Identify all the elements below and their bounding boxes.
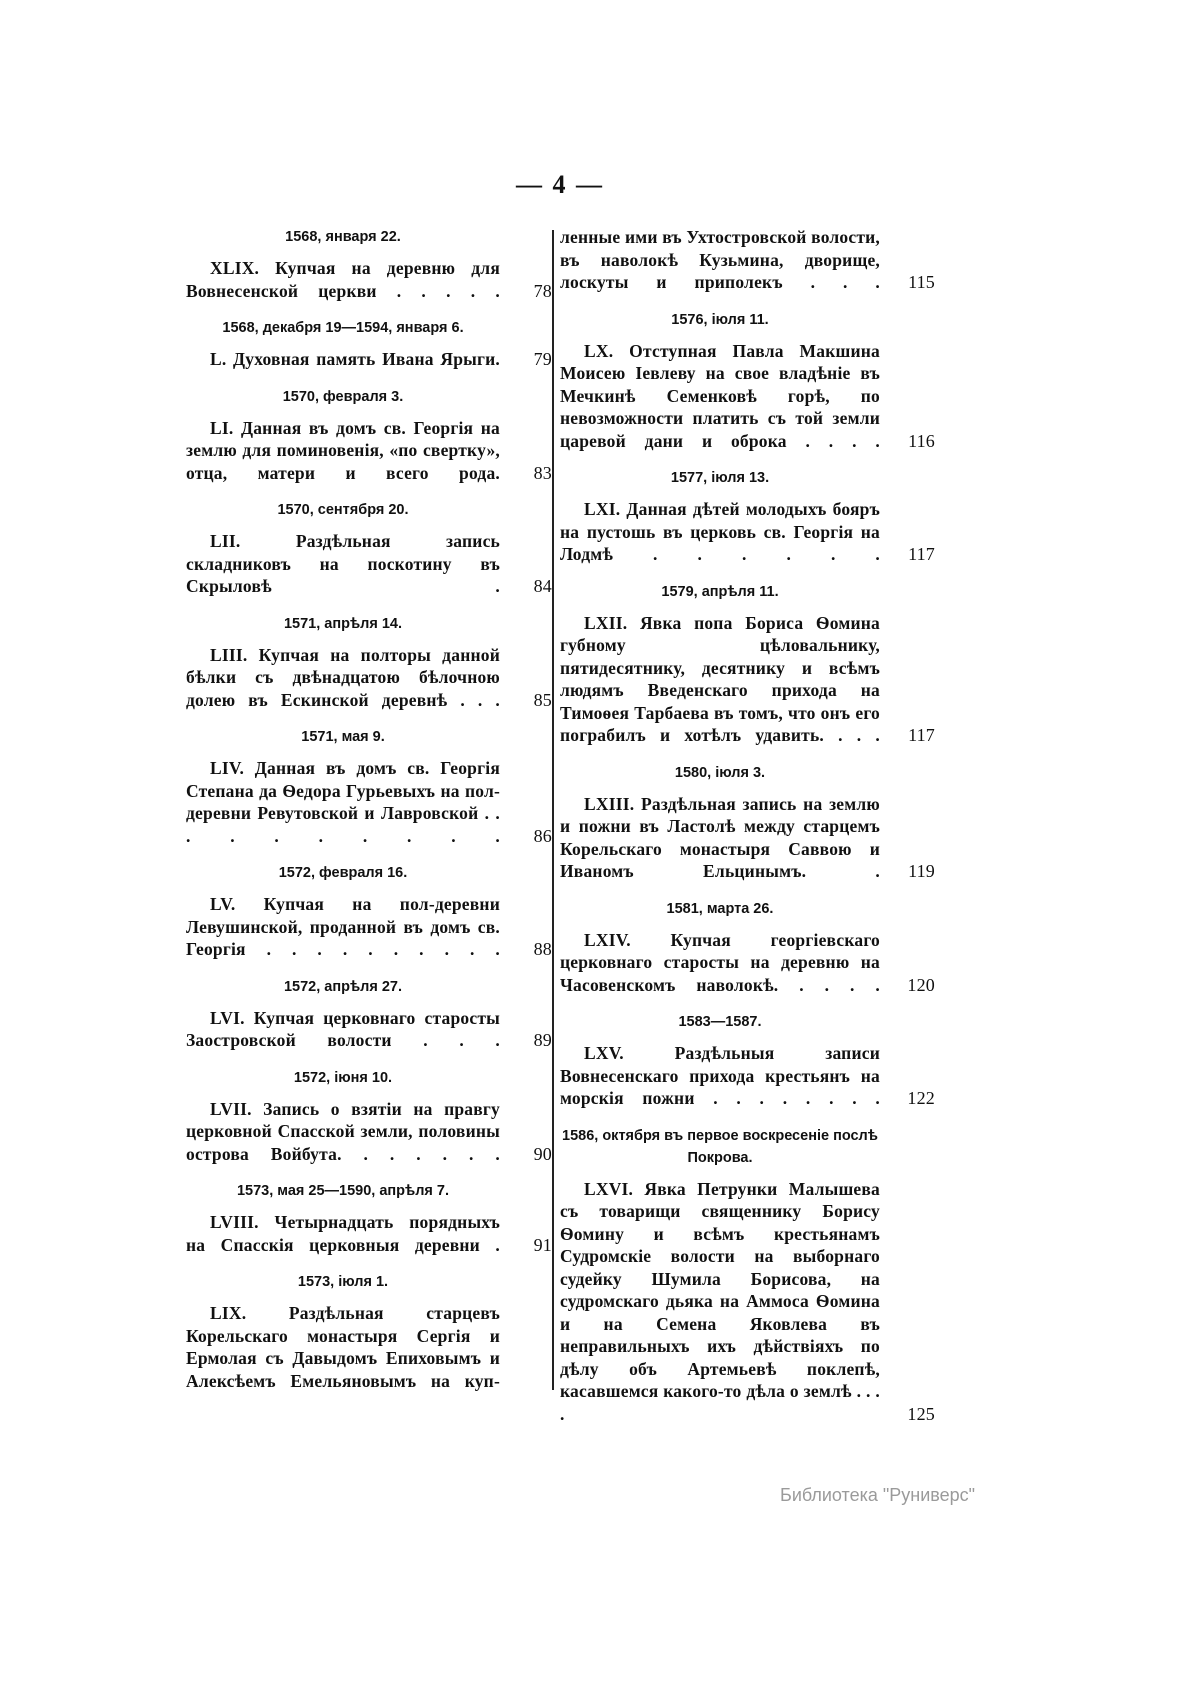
entry-page-number: 90 — [533, 1143, 552, 1164]
entry-title: LXIII. Раздѣльная запись на землю и пожни въ Ластолѣ между старцемъ Корельскаго монастыря Саввою и Иваномъ Ельцинымъ. . — [560, 793, 880, 881]
entry-date: 1580, іюля 3. — [674, 764, 766, 781]
toc-entry — [186, 417, 552, 485]
entry-page-number: 91 — [533, 1234, 552, 1255]
entry-date: 1581, марта 26. — [666, 900, 774, 917]
entry-page-number: 116 — [908, 430, 935, 451]
left-column — [186, 226, 552, 1392]
toc-entry — [560, 226, 935, 294]
entry-page-number: 79 — [533, 349, 552, 369]
entry-title: LVIII. Четырнадцать порядныхъ на Спасскія церковныя деревни . — [186, 1212, 500, 1255]
right-column — [560, 226, 935, 1425]
entry-date: 1572, февраля 16. — [278, 865, 408, 881]
column-divider — [552, 230, 554, 1390]
toc-entry — [560, 612, 935, 747]
entry-page-number: 85 — [533, 689, 552, 710]
entry-date: 1579, апрѣля 11. — [661, 583, 779, 600]
entry-page-number: 84 — [533, 576, 552, 596]
entry-date: 1570, февраля 3. — [282, 388, 404, 405]
entry-title: LVII. Запись о взятіи на правгу церковной Спасской земли, половины острова Войбута. . . . . . . — [186, 1098, 500, 1164]
toc-entry — [560, 1042, 935, 1110]
entry-date: 1586, октября въ первое воскресеніе послѣ Покрова. — [562, 1127, 878, 1166]
page-number-header: — 4 — — [516, 170, 604, 199]
entry-title: LXV. Раздѣльныя записи Вовнесенскаго прихода крестьянъ на морскія пожни . . . . . . . . — [560, 1043, 880, 1108]
toc-entry — [560, 793, 935, 883]
entry-page-number: 122 — [907, 1088, 935, 1108]
entry-date: 1572, іюня 10. — [293, 1069, 393, 1086]
toc-entry — [186, 1302, 500, 1392]
entry-page-number: 120 — [907, 974, 935, 995]
entry-title: L. Духовная память Ивана Ярыги. — [210, 349, 500, 369]
entry-page-number: 83 — [533, 462, 552, 483]
toc-entry — [560, 340, 935, 453]
entry-page-number: 115 — [908, 272, 935, 292]
toc-entry — [560, 929, 935, 997]
toc-entry — [186, 530, 552, 598]
entry-page-number: 88 — [533, 939, 552, 959]
toc-entry — [186, 757, 552, 847]
entry-date: 1568, декабря 19—1594, января 6. — [222, 320, 464, 336]
entry-date: 1573, мая 25—1590, апрѣля 7. — [236, 1183, 449, 1199]
entry-page-number: 117 — [908, 725, 935, 745]
toc-entry — [560, 498, 935, 566]
entry-title: LIX. Раздѣльная старцевъ Корельскаго монастыря Сергія и Ермолая съ Давыдомъ Епиховымъ и Алексѣемъ Емельяновымъ на куп- — [186, 1303, 500, 1391]
entry-title: LX. Отступная Павла Макшина Моисею Іевлеву на свое владѣніе въ Мечкинѣ Семенковѣ горѣ, по невозможности платить съ той земли царевой дани и оброка . . . . — [560, 340, 880, 451]
entry-page-number: 89 — [533, 1030, 552, 1050]
toc-entry — [560, 1178, 935, 1426]
entry-date: 1568, января 22. — [285, 229, 401, 245]
entry-page-number: 78 — [533, 280, 552, 301]
entry-date: 1571, апрѣля 14. — [283, 615, 403, 632]
entry-page-number: 86 — [533, 825, 552, 846]
entry-date: 1583—1587. — [678, 1014, 762, 1030]
entry-date: 1572, апрѣля 27. — [283, 978, 403, 995]
entry-date: 1576, іюля 11. — [671, 311, 769, 328]
entry-date: 1577, іюля 13. — [670, 470, 770, 486]
entry-title: LXII. Явка попа Бориса Ѳомина губному цѣловальнику, пятидесятнику, десятнику и всѣмъ людямъ Введенскаго прихода на Тимоѳея Тарбаева въ томъ, что онъ его пограбилъ и хотѣлъ удавить. . . . — [560, 612, 880, 745]
entry-title: LV. Купчая на пол-деревни Левушинской, проданной въ домъ св. Георгія . . . . . . . . . . — [186, 894, 500, 959]
toc-entry — [186, 348, 552, 371]
entry-title: LXI. Данная дѣтей молодыхъ бояръ на пустошь въ церковь св. Георгія на Лодмѣ . . . . . . — [560, 499, 880, 564]
entry-date: 1573, іюля 1. — [297, 1274, 389, 1290]
entry-date: 1570, сентября 20. — [277, 502, 409, 518]
entry-title: LIV. Данная въ домъ св. Георгія Степана да Ѳедора Гурьевыхъ на пол-деревни Ревутовской и Лавровской . . . . . . . . . . — [186, 758, 500, 846]
entry-title: ленные ими въ Ухтостровской волости, въ наволокѣ Кузьмина, дворище, лоскуты и приполекъ . . . — [560, 227, 881, 292]
toc-entry — [186, 257, 552, 302]
entry-title: LII. Раздѣльная запись складниковъ на поскотину въ Скрыловѣ . — [186, 531, 500, 596]
entry-page-number: 125 — [907, 1403, 935, 1424]
toc-entry — [186, 1098, 552, 1166]
entry-title: LIII. Купчая на полторы данной бѣлки съ двѣнадцатою бѣлочною долею въ Ескинской деревнѣ . . . — [186, 644, 500, 710]
library-watermark: Библиотека "Руниверс" — [780, 1485, 976, 1505]
entry-title: LXIV. Купчая георгіевскаго церковнаго старосты на деревню на Часовенскомъ наволокѣ. . . . . — [560, 929, 880, 995]
toc-entry — [186, 1007, 552, 1052]
entry-title: XLIX. Купчая на деревню для Вовнесенской церкви . . . . . — [186, 258, 500, 301]
entry-title: LXVI. Явка Петрунки Малышева съ товарищи священнику Борису Ѳомину и всѣмъ крестьянамъ Судромскіе волости на выборнаго судейку Шумила Борисова, на судромскаго дьяка на Аммоса Ѳомина и на Семена Яковлева въ неправильныхъ ихъ дѣйствіяхъ по дѣлу объ Артемьевѣ поклепѣ, касавшемся какого-то дѣла о землѣ . . . . — [560, 1178, 880, 1424]
entry-title: LVI. Купчая церковнаго старосты Заостровской волости . . . — [186, 1007, 500, 1050]
entry-page-number: 119 — [908, 861, 935, 881]
entry-title: LI. Данная въ домъ св. Георгія на землю для поминовенія, «по свертку», отца, матери и всего рода. — [186, 417, 500, 483]
toc-entry — [186, 1211, 552, 1256]
toc-entry — [186, 644, 552, 712]
toc-entry — [186, 893, 552, 961]
entry-page-number: 117 — [908, 544, 935, 564]
entry-date: 1571, мая 9. — [301, 729, 385, 745]
